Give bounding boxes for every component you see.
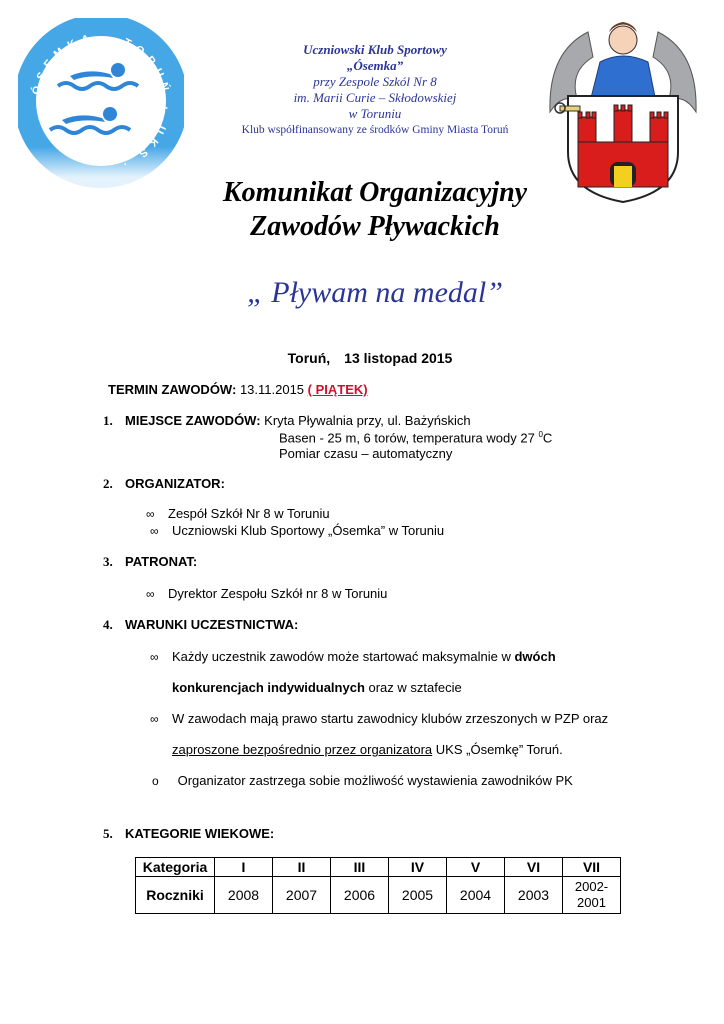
section-5-heading <box>103 826 274 842</box>
condition-item-1: ∞ Każdy uczestnik zawodów może startować maksymalnie w dwóch <box>150 649 556 664</box>
year-cell: 2008 <box>215 877 273 914</box>
condition-item-2-continued: zaproszone bezpośrednio przez organizatora UKS „Ósemkę” Toruń. <box>172 742 563 757</box>
motto: „ Pływam na medal” <box>247 276 503 309</box>
year-cell: 2007 <box>273 877 331 914</box>
termin-date: 13.11.2015 <box>239 382 305 397</box>
termin-label: TERMIN ZAWODÓW: <box>108 382 237 397</box>
table-header-cell: Kategoria <box>136 858 215 877</box>
title-line-2: Zawodów Pływackich <box>250 211 500 242</box>
category-cell: I <box>215 858 273 877</box>
club-name: Uczniowski Klub Sportowy <box>303 42 447 57</box>
organizer-item: ∞ Uczniowski Klub Sportowy „Ósemka” w Toruniu <box>150 523 445 538</box>
venue-value: Kryta Pływalnia przy, ul. Bażyńskich <box>264 413 471 428</box>
club-school: przy Zespole Szkól Nr 8 <box>313 74 437 89</box>
club-patron: im. Marii Curie – Skłodowskiej <box>293 90 457 105</box>
infinity-bullet-icon: ∞ <box>150 650 159 664</box>
patron-item: ∞ Dyrektor Zespołu Szkół nr 8 w Toruniu <box>146 586 388 601</box>
termin-day: ( PIĄTEK) <box>307 382 368 397</box>
section-2-heading <box>103 476 225 492</box>
category-cell: VII <box>563 858 621 877</box>
infinity-bullet-icon: ∞ <box>150 524 159 538</box>
document-title <box>140 176 610 244</box>
table-header-cell: Roczniki <box>136 877 215 914</box>
circle-bullet-icon: o <box>152 774 159 788</box>
club-city: w Toruniu <box>348 106 402 121</box>
year-cell: 2006 <box>331 877 389 914</box>
title-line-1: Komunikat Organizacyjny <box>222 177 528 208</box>
infinity-bullet-icon: ∞ <box>146 507 155 521</box>
category-cell: IV <box>389 858 447 877</box>
section-title: PATRONAT: <box>125 554 198 569</box>
table-row <box>136 877 621 914</box>
venue-timing: Pomiar czasu – automatyczny <box>279 446 453 461</box>
date-day: 13 listopad 2015 <box>344 350 453 366</box>
date-city: Toruń, <box>287 350 331 366</box>
section-3-heading <box>103 554 197 570</box>
organizer-item: ∞ Zespół Szkół Nr 8 w Toruniu <box>146 506 330 521</box>
section-number: 3. <box>103 554 113 569</box>
termin-line <box>108 382 368 397</box>
year-cell: 2004 <box>447 877 505 914</box>
section-title: ORGANIZATOR: <box>125 476 225 491</box>
condition-item-2: ∞ W zawodach mają prawo startu zawodnicy klubów zrzeszonych w PZP oraz <box>150 711 609 726</box>
condition-item-1-continued: konkurencjach indywidualnych oraz w sztafecie <box>172 680 462 695</box>
section-number: 2. <box>103 476 113 491</box>
year-cell: 2002- 2001 <box>563 877 621 914</box>
club-funding: Klub współfinansowany ze środków Gminy Miasta Toruń <box>241 124 509 136</box>
club-info <box>200 42 550 138</box>
condition-item-3: o Organizator zastrzega sobie możliwość wystawienia zawodników PK <box>152 773 573 788</box>
section-1-heading <box>103 413 471 429</box>
age-categories-table <box>135 857 621 914</box>
category-cell: II <box>273 858 331 877</box>
section-title: KATEGORIE WIEKOWE: <box>125 826 275 841</box>
section-number: 1. <box>103 413 113 428</box>
club-nickname: „Ósemka” <box>346 58 404 73</box>
section-number: 5. <box>103 826 113 841</box>
year-cell: 2005 <box>389 877 447 914</box>
category-cell: III <box>331 858 389 877</box>
table-row <box>136 858 621 877</box>
swimmer-icon <box>50 107 130 133</box>
section-number: 4. <box>103 617 113 632</box>
logo-ring-text: ÓSEMKA · TORUŃ · UKS · <box>30 31 173 172</box>
date-line <box>0 350 724 366</box>
section-4-heading <box>103 617 298 633</box>
infinity-bullet-icon: ∞ <box>150 712 159 726</box>
infinity-bullet-icon: ∞ <box>146 587 155 601</box>
category-cell: V <box>447 858 505 877</box>
uks-osemka-logo <box>18 18 184 188</box>
section-title: WARUNKI UCZESTNICTWA: <box>125 617 299 632</box>
category-cell: VI <box>505 858 563 877</box>
year-cell: 2003 <box>505 877 563 914</box>
venue-basin: Basen - 25 m, 6 torów, temperatura wody 27 $^0$C <box>279 430 553 446</box>
section-title: MIEJSCE ZAWODÓW: <box>125 413 261 428</box>
swimmer-icon <box>58 63 138 89</box>
